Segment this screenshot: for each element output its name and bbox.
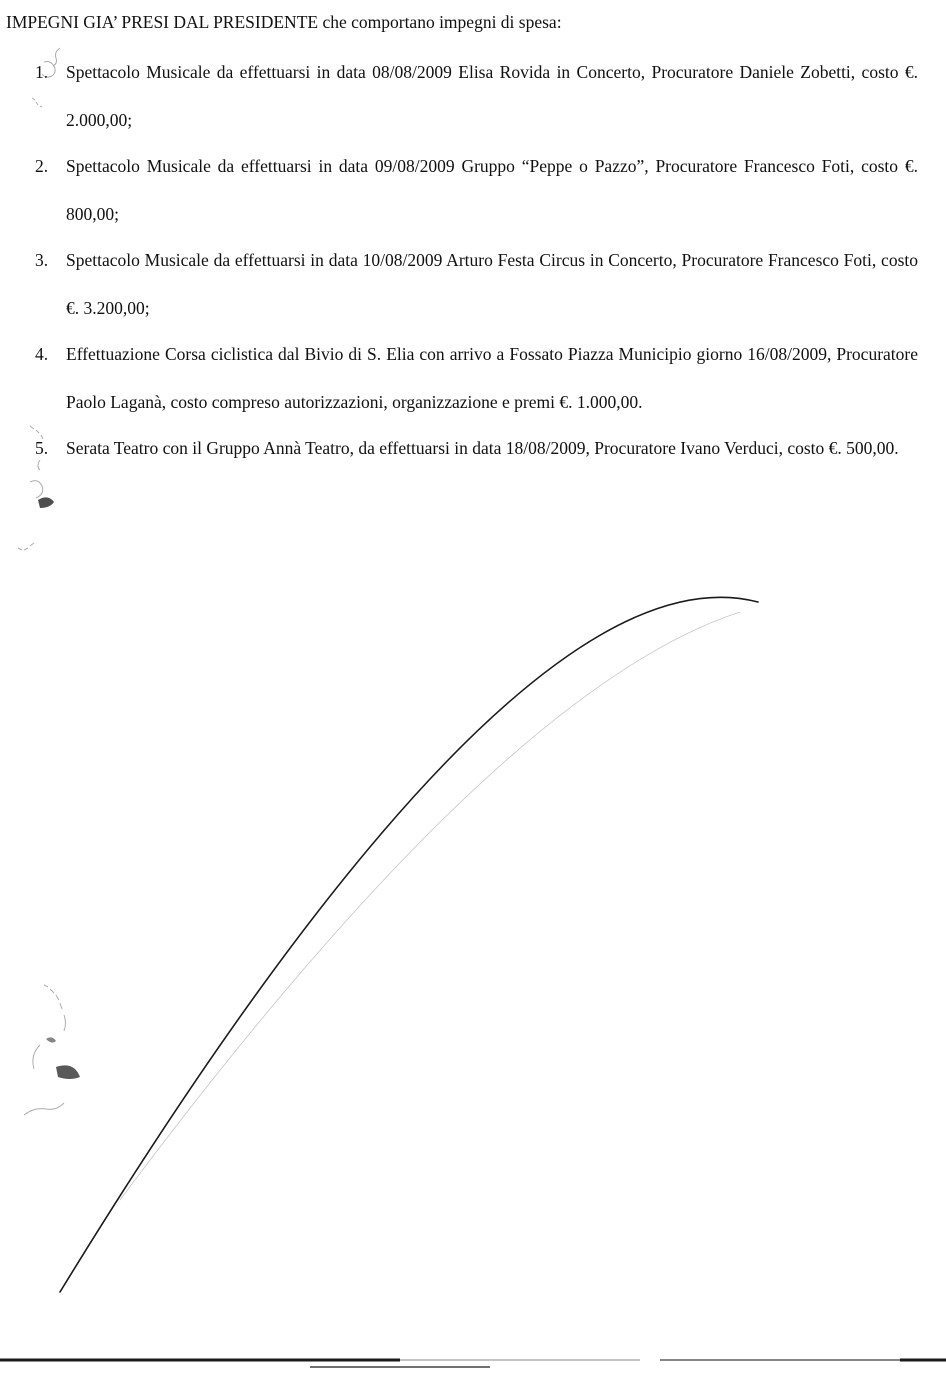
list-item: [0, 48, 946, 144]
footer-rule: [0, 1354, 946, 1370]
stamp-icon: [10, 975, 100, 1145]
item-number: 5.: [35, 438, 49, 458]
item-number: 4.: [35, 344, 49, 364]
list-item: [0, 236, 946, 332]
item-text: Spettacolo Musicale da effettuarsi in data 09/08/2009 Gruppo “Peppe o Pazzo”, Procuratore Francesco Foti, costo €. 800,00;: [66, 156, 918, 224]
commitments-list: [0, 48, 946, 470]
item-number: 1.: [35, 62, 49, 82]
list-item: [0, 330, 946, 426]
list-item: [0, 424, 946, 472]
item-text: Spettacolo Musicale da effettuarsi in data 10/08/2009 Arturo Festa Circus in Concerto, Procuratore Francesco Foti, costo €. 3.200,00;: [66, 250, 918, 318]
item-text: Spettacolo Musicale da effettuarsi in data 08/08/2009 Elisa Rovida in Concerto, Procuratore Daniele Zobetti, costo €. 2.000,00;: [66, 62, 918, 130]
item-text: Serata Teatro con il Gruppo Annà Teatro, da effettuarsi in data 18/08/2009, Procuratore Ivano Verduci, costo €. 500,00.: [66, 438, 899, 458]
item-number: 2.: [35, 156, 49, 176]
item-number: 3.: [35, 250, 49, 270]
list-item: [0, 142, 946, 238]
document-heading: IMPEGNI GIA’ PRESI DAL PRESIDENTE che comportano impegni di spesa:: [6, 12, 562, 32]
item-text: Effettuazione Corsa ciclistica dal Bivio di S. Elia con arrivo a Fossato Piazza Municipio giorno 16/08/2009, Procuratore Paolo Laganà, costo compreso autorizzazioni, organizzazione e premi €. 1.000,00.: [66, 344, 918, 412]
